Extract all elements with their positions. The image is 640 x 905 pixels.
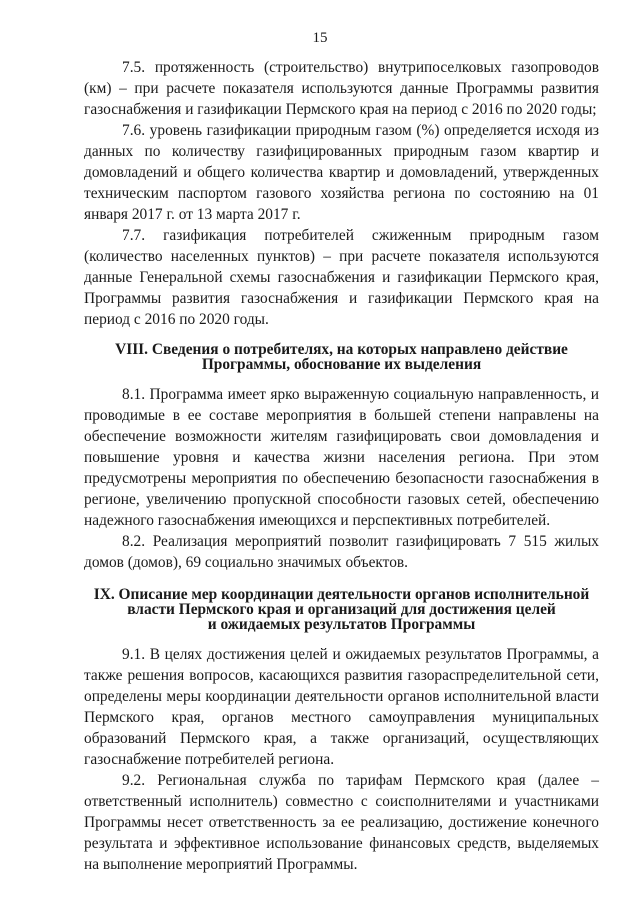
section-9-heading-line: власти Пермского края и организаций для достижения целей xyxy=(127,601,556,618)
section-8-heading-line: Программы, обоснование их выделения xyxy=(201,356,482,373)
section-9-heading-line: IX. Описание мер координации деятельности органов исполнительной xyxy=(93,586,590,603)
paragraph-8-1: 8.1. Программа имеет ярко выраженную социальную направленность, и проводимые в ее составе мероприятия в большей степени направлены на обеспечение возможности жителям газифицировать свои домовладения и повышение уровня и качества жизни населения региона. При этом предусмотрены мероприятия по обеспечению безопасности газоснабжения в регионе, увеличению пропускной способности газовых сетей, обеспечению надежного газоснабжения имеющихся и перспективных потребителей. xyxy=(84,386,599,529)
section-9-heading xyxy=(84,587,599,632)
page-number: 15 xyxy=(312,30,328,46)
section-8-heading-line: VIII. Сведения о потребителях, на которых направлено действие xyxy=(115,341,568,358)
paragraph-9-2: 9.2. Региональная служба по тарифам Пермского края (далее – ответственный исполнитель) совместно с соисполнителями и участниками Программы несет ответственность за ее реализацию, достижение конечного результата и эффективное использование финансовых средств, выделяемых на выполнение мероприятий Программы. xyxy=(84,772,599,873)
section-9-heading-line: и ожидаемых результатов Программы xyxy=(207,616,476,633)
paragraph-8-2: 8.2. Реализация мероприятий позволит газифицировать 7 515 жилых домов (домов), 69 социально значимых объектов. xyxy=(84,533,599,571)
paragraph-7-5: 7.5. протяженность (строительство) внутрипоселковых газопроводов (км) – при расчете показателя используются данные Программы развития газоснабжения и газификации Пермского края на период с 2016 по 2020 годы; xyxy=(84,59,599,118)
document-body xyxy=(84,57,599,875)
paragraph-7-7: 7.7. газификация потребителей сжиженным природным газом (количество населенных пунктов) – при расчете показателя используются данные Генеральной схемы газоснабжения и газификации Пермского края, Программы развития газоснабжения и газификации Пермского края на период с 2016 по 2020 годы. xyxy=(84,227,599,328)
paragraph-7-6: 7.6. уровень газификации природным газом (%) определяется исходя из данных по количеству газифицированных природным газом квартир и домовладений и общего количества квартир и домовладений, утвержденных техническим паспортом газового хозяйства региона по состоянию на 01 января 2017 г. от 13 марта 2017 г. xyxy=(84,122,599,223)
section-8-heading xyxy=(84,342,599,372)
paragraph-9-1: 9.1. В целях достижения целей и ожидаемых результатов Программы, а также решения вопросов, касающихся развития газораспределительной сети, определены меры координации деятельности органов исполнительной власти Пермского края, органов местного самоуправления муниципальных образований Пермского края, а также организаций, осуществляющих газоснабжение потребителей региона. xyxy=(84,646,599,768)
